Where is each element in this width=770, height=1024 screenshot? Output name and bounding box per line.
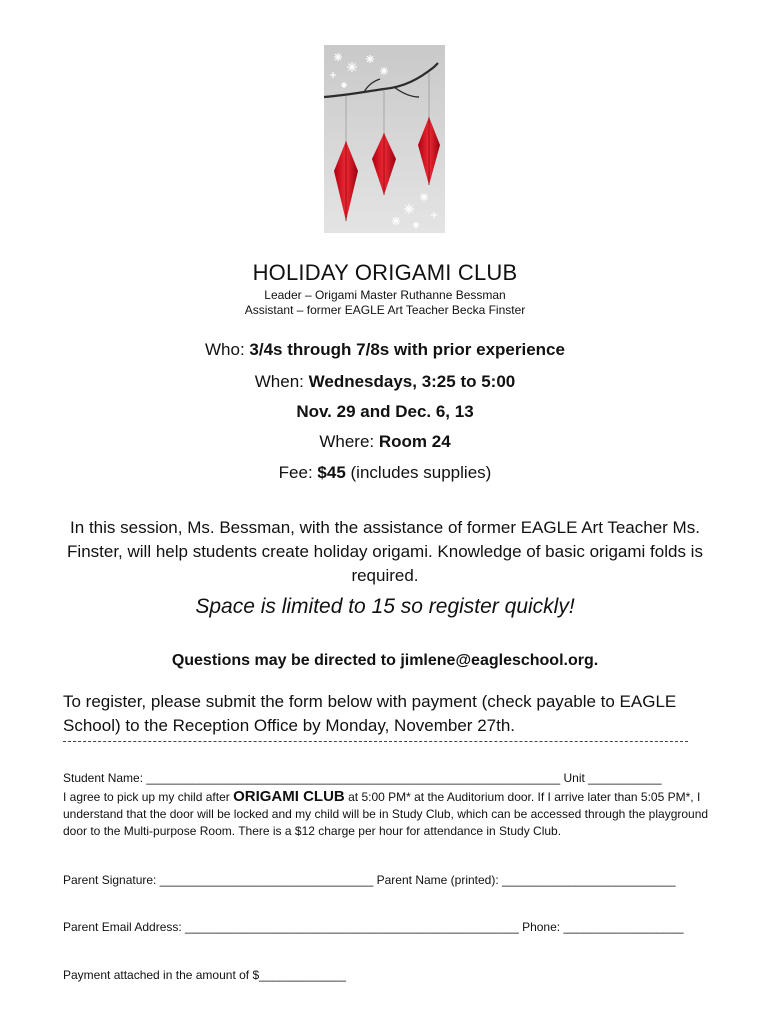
space-notice: Space is limited to 15 so register quickly! [195,595,575,618]
page-title: HOLIDAY ORIGAMI CLUB [252,260,518,285]
pickup-agreement [63,788,713,840]
payment-amount-field[interactable]: Payment attached in the amount of $_____________ [63,968,346,982]
who-line [0,340,770,360]
dates-value: Nov. 29 and Dec. 6, 13 [296,402,474,421]
leader-line: Leader – Origami Master Ruthanne Bessman [264,288,506,302]
where-value: Room 24 [378,432,451,451]
description-paragraph: In this session, Ms. Bessman, with the assistance of former EAGLE Art Teacher Ms. Finster, will help students create holiday origami. Knowledge of basic origami folds is required. [67,518,703,585]
fee-note: (includes supplies) [345,463,492,482]
when-label: When: [254,372,309,391]
fee-line [0,463,770,483]
register-instructions: To register, please submit the form below with payment (check payable to EAGLE School) to the Reception Office by Monday, November 27th. [63,692,677,735]
cut-line-divider [63,741,688,742]
parent-signature-field[interactable]: Parent Signature: ________________________________ Parent Name (printed): __________________________ [63,873,676,887]
ornament-illustration [324,45,445,233]
where-label: Where: [319,432,379,451]
questions-line: Questions may be directed to jimlene@eagleschool.org. [171,652,599,669]
when-value: Wednesdays, 3:25 to 5:00 [308,372,516,391]
fee-value: $45 [317,463,346,482]
parent-email-field[interactable]: Parent Email Address: __________________________________________________ Phone: __________________ [63,920,684,934]
who-value: 3/4s through 7/8s with prior experience [249,340,565,359]
where-line [0,432,770,452]
assistant-line: Assistant – former EAGLE Art Teacher Becka Finster [244,303,526,317]
agree-text-end: at 5:00 PM* at the Auditorium door. If I arrive later than 5:05 PM*, I understand that the door will be locked and my child will be in Study Club, which can be accessed through the playground door to the Multi-purpose Room. There is a $12 charge per hour for attendance in Study Club. [63,790,709,838]
dates-line [0,402,770,422]
holiday-ornament-photo [324,45,445,233]
agree-club-name: ORIGAMI CLUB [233,788,345,805]
student-name-field[interactable]: Student Name: ______________________________________________________________ Unit ___________ [63,771,662,785]
fee-label: Fee: [278,463,318,482]
when-line [0,372,770,392]
who-label: Who: [205,340,250,359]
agree-text-start: I agree to pick up my child after [63,790,234,804]
